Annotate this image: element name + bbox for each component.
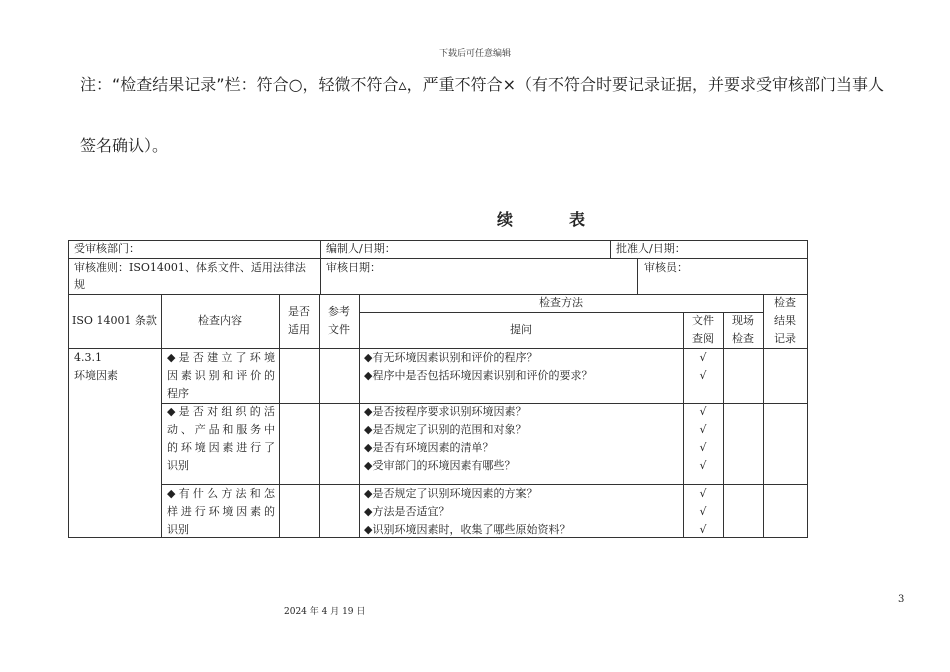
clause-number: 4.3.1	[74, 351, 102, 364]
header-reference-l1: 参考	[328, 305, 350, 318]
question-list	[364, 349, 592, 385]
rule	[637, 258, 638, 294]
header-doc-review-l2: 查阅	[692, 332, 714, 345]
check-content-line: 的环境因素进行了	[167, 441, 275, 454]
rule	[320, 240, 321, 294]
header-doc-review	[683, 312, 723, 348]
author-date-label: 编制人/日期：	[326, 242, 396, 255]
check-content-line: ◆是否建立了环境	[167, 351, 275, 364]
header-onsite	[723, 312, 763, 348]
check-content-line: ◆有什么方法和怎	[167, 487, 275, 500]
header-note: 下载后可任意编辑	[438, 49, 511, 59]
header-clause: ISO 14001 条款	[72, 314, 157, 327]
table-title-right: 表	[569, 210, 586, 229]
header-reference	[319, 303, 359, 339]
rule	[161, 294, 162, 538]
question-item: ◆受审部门的环境因素有哪些？	[364, 459, 516, 472]
check-content	[167, 349, 275, 403]
header-result-l3: 记录	[774, 332, 796, 345]
header-applicable	[279, 303, 319, 339]
clause-name: 环境因素	[74, 369, 118, 382]
question-item: ◆是否有环境因素的清单？	[364, 441, 494, 454]
check-mark: √	[699, 369, 707, 382]
check-mark: √	[699, 405, 707, 418]
auditor-label: 审核员：	[644, 261, 688, 274]
check-content	[167, 403, 275, 475]
note-line-1: 注：“检查结果记录”栏：符合○，轻微不符合▵，严重不符合×（有不符合时要记录证据，并要求受审核部门当事人	[80, 75, 884, 94]
question-list	[364, 403, 526, 475]
audit-criteria-label-cont: 规	[74, 278, 85, 291]
audit-checklist-table	[68, 240, 808, 538]
check-mark: √	[699, 523, 707, 536]
header-result-l1: 检查	[774, 296, 796, 309]
check-mark: √	[699, 441, 707, 454]
doc-check-list	[683, 349, 723, 385]
question-item: ◆方法是否适宜？	[364, 505, 450, 518]
check-mark: √	[699, 459, 707, 472]
audited-dept-label: 受审核部门：	[74, 242, 140, 255]
check-content-line: 样进行环境因素的	[167, 505, 275, 518]
question-item: ◆程序中是否包括环境因素识别和评价的要求？	[364, 369, 593, 382]
table-title-left: 续	[497, 210, 514, 229]
check-content-line: 识别	[167, 523, 189, 536]
rule	[68, 240, 808, 241]
header-result-l2: 结果	[774, 314, 796, 327]
rule	[68, 240, 69, 538]
approver-date-label: 批准人/日期：	[616, 242, 686, 255]
rule	[610, 240, 611, 258]
header-result	[763, 294, 807, 348]
header-question: 提问	[510, 323, 532, 336]
check-content-line: 动、产品和服务中	[167, 423, 275, 436]
header-onsite-l1: 现场	[732, 314, 754, 327]
page-date: 2024 年 4 月 19 日	[284, 607, 366, 617]
check-content-line: ◆是否对组织的活	[167, 405, 275, 418]
header-content: 检查内容	[198, 314, 242, 327]
page-number: 3	[898, 594, 905, 605]
audit-criteria-label: 审核准则：ISO14001、体系文件、适用法律法	[74, 261, 306, 274]
header-doc-review-l1: 文件	[692, 314, 714, 327]
check-content-line: 识别	[167, 459, 189, 472]
check-mark: √	[699, 351, 707, 364]
check-mark: √	[699, 487, 707, 500]
header-reference-l2: 文件	[328, 323, 350, 336]
question-item: ◆是否按程序要求识别环境因素？	[364, 405, 527, 418]
question-list	[364, 485, 570, 539]
check-mark: √	[699, 505, 707, 518]
check-content-line: 程序	[167, 387, 189, 400]
question-item: ◆是否规定了识别的范围和对象？	[364, 423, 527, 436]
rule	[807, 240, 808, 538]
audit-date-label: 审核日期：	[326, 261, 381, 274]
doc-check-list	[683, 403, 723, 475]
header-applicable-l1: 是否	[288, 305, 310, 318]
table-title	[497, 207, 585, 230]
question-item: ◆有无环境因素识别和评价的程序？	[364, 351, 538, 364]
note-line-2: 签名确认）。	[80, 136, 169, 155]
doc-check-list	[683, 485, 723, 539]
header-onsite-l2: 检查	[732, 332, 754, 345]
check-mark: √	[699, 423, 707, 436]
question-item: ◆是否规定了识别环境因素的方案？	[364, 487, 538, 500]
check-content	[167, 485, 275, 539]
header-applicable-l2: 适用	[288, 323, 310, 336]
question-item: ◆识别环境因素时，收集了哪些原始资料？	[364, 523, 571, 536]
header-method: 检查方法	[539, 296, 583, 309]
check-content-line: 因素识别和评价的	[167, 369, 275, 382]
